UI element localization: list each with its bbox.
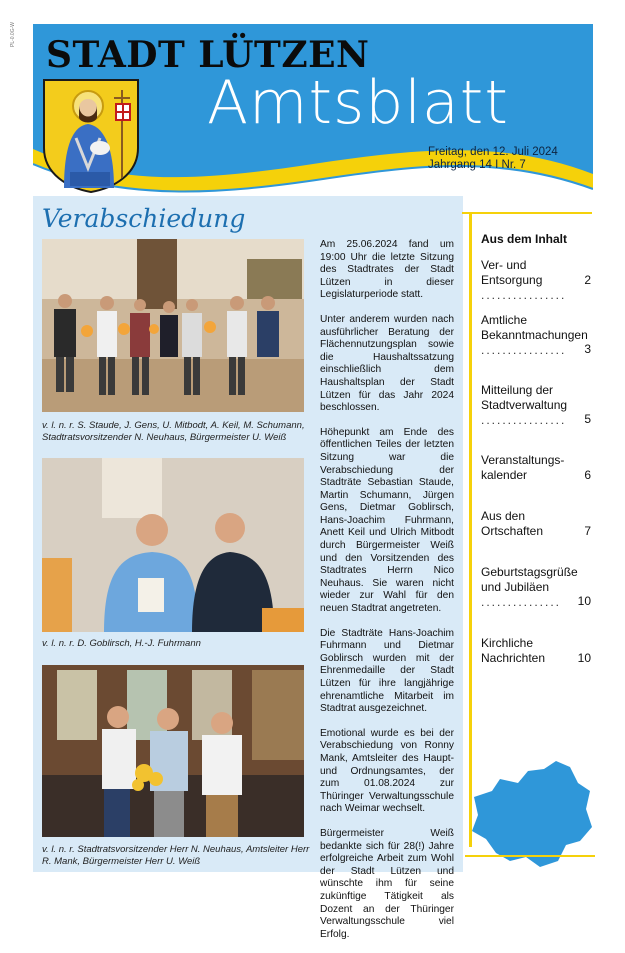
publication-title: Amtsblatt (207, 68, 509, 138)
toc-item-page: 2 (584, 273, 591, 287)
edge-note: PL-0.0G-W (10, 22, 16, 48)
toc-leader-dots: ................ (481, 288, 567, 302)
article-paragraph: Am 25.06.2024 fand um 19:00 Uhr die letzte Sitzung des Stadtrates der Stadt Lützen in dieser Legislaturperiode statt. (320, 239, 454, 301)
toc-leader-dots: ................ (481, 413, 567, 427)
toc-item-page: 10 (577, 651, 591, 665)
article-paragraph: Bürgermeister Weiß bedankte sich für 28(!) Jahre erfolgreiche Arbeit zum Wohl der Stadt Lützen und wünschte ihm für seine zukünftige Tätigkeit als Dozent an der Thüringer Verwaltungsschule viel Erfolg. (320, 827, 454, 940)
toc-item-page: 3 (584, 342, 591, 356)
region-map-icon (466, 757, 594, 871)
article-paragraph: Unter anderem wurden nach ausführlicher Beratung der Flächennutzungsplan sowie die Haushaltssatzung einschließlich dem Haushaltsplan der Stadt Lützen für das Jahr 2024 beschlossen. (320, 313, 454, 414)
town-name: STADT LÜTZEN (46, 34, 370, 76)
photo-group-farewell (42, 239, 304, 412)
coat-of-arms-icon (42, 78, 140, 194)
toc-item[interactable] (481, 509, 591, 539)
toc-item-label: Mitteilung der Stadtverwaltung (481, 383, 568, 412)
toc-leader-dots: ............... (481, 595, 562, 609)
toc-item[interactable] (481, 383, 591, 427)
photo-caption-2: v. l. n. r. D. Goblirsch, H.-J. Fuhrmann (42, 638, 201, 649)
issue-date: Freitag, den 12. Juli 2024 (428, 146, 558, 158)
photo-honored-councillors (42, 458, 304, 632)
photo-caption-1: v. l. n. r. S. Staude, J. Gens, U. Mitbodt, A. Keil, M. Schumann, Stadtratsvorsitzender N. Neuhaus, Bürgermeister U. Weiß (42, 420, 305, 443)
photo-mank-farewell (42, 665, 304, 837)
section-title: Verabschiedung (42, 204, 246, 233)
toc-heading: Aus dem Inhalt (481, 232, 568, 246)
toc-leader-dots: ................ (481, 343, 567, 357)
toc-item-label: Geburtstagsgrüße und Jubiläen (481, 565, 578, 594)
article-paragraph: Höhepunkt am Ende des öffentlichen Teiles der letzten Sitzung war die Verabschiedung der Stadträte Sebastian Staude, Martin Schumann, Jürgen Gens, Dietmar Goblirsch, Hans-Joachim Fuhrmann, Anett Keil und Ulrich Mitbodt durch Bürgermeister Weiß und den Vorsitzenden des Stadtrates Herrn Nico Neuhaus. Sie waren nicht wieder zur Wahl für den neuen Stadtrat angetreten. (320, 426, 454, 615)
toc-item-page: 7 (584, 524, 591, 538)
toc-item-page: 6 (584, 468, 591, 482)
toc-item[interactable] (481, 565, 591, 609)
toc-item-label: Aus den Ortschaften (481, 509, 544, 538)
issue-number: Jahrgang 14 I Nr. 7 (428, 159, 526, 171)
toc-item[interactable] (481, 453, 591, 483)
toc-item-label: Amtliche Bekanntmachungen (481, 313, 588, 342)
article-paragraph: Emotional wurde es bei der Verabschiedung von Ronny Mank, Amtsleiter des Haupt- und Ordnungsamtes, der zum 01.08.2024 zur Thüringer Verwaltungsschule nach Weimar wechselt. (320, 727, 454, 815)
toc-item[interactable] (481, 258, 591, 302)
sidebar-top-rule (462, 212, 592, 214)
toc-item-label: Kirchliche Nachrichten (481, 636, 546, 665)
toc-item-page: 10 (577, 594, 591, 608)
article-body (320, 239, 454, 953)
photo-caption-3: v. l. n. r. Stadtratsvorsitzender Herr N. Neuhaus, Amtsleiter Herr R. Mank, Bürgermeister Herr U. Weiß (42, 844, 310, 867)
toc-item[interactable] (481, 313, 591, 357)
toc-item-label: Veranstaltungs-kalender (481, 453, 565, 482)
toc-item[interactable] (481, 636, 591, 666)
toc-item-page: 5 (584, 412, 591, 426)
issue-info (428, 146, 558, 172)
article-paragraph: Die Stadträte Hans-Joachim Fuhrmann und Dietmar Goblirsch wurden mit der Ehrenmedaille der Stadt Lützen für ihre langjährige ehrenamtliche Mitarbeit im Stadtrat ausgezeichnet. (320, 627, 454, 715)
sidebar-divider (469, 212, 472, 847)
sidebar-bottom-rule (465, 855, 595, 857)
toc-item-label: Ver- und Entsorgung (481, 258, 543, 287)
